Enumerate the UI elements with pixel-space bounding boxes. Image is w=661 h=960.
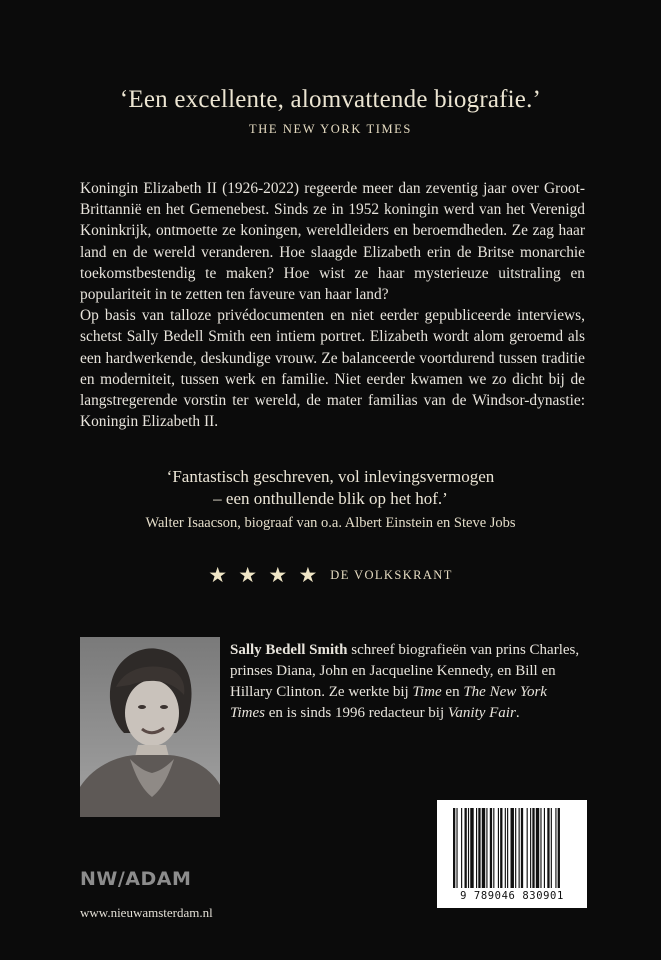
blurb-paragraph-2: Op basis van talloze privédocumenten en niet eerder gepubliceerde interviews, schetst Sally Bedell Smith een intiem portret. Elizabeth wordt alom geroemd als een hardwerkende, deskundige vrouw. Ze balanceerde voortdurend tussen traditie en moderniteit, tussen werk en familie. Niet eerder kwamen we zo dicht bij de langstregerende vorstin ter wereld, de mater familias van de Windsor-dynastie: Koningin Elizabeth II. [80, 307, 585, 431]
author-bio-text-3: en is sinds 1996 redacteur bij [265, 705, 448, 721]
barcode-bar [493, 808, 494, 888]
barcode-bar [555, 808, 556, 888]
author-bio [230, 640, 585, 724]
blurb-paragraph-1: Koningin Elizabeth II (1926-2022) regeerde meer dan zeventig jaar over Groot-Brittannië en het Gemenebest. Sinds ze in 1952 koningin werd van het Verenigd Koninkrijk, ontmoette ze koningen, wereldleiders en beroemdheden. Ze zag haar land en de wereld veranderen. Hoe slaagde Elizabeth erin de Britse monarchie toekomstbestendig te maken? Hoe wist ze haar mysterieuze uitstraling en populariteit in te zetten ten faveure van haar land? [80, 180, 585, 304]
blurb [80, 178, 585, 432]
barcode-bar [530, 808, 531, 888]
barcode-bar [453, 808, 455, 888]
author-bio-text-1: schreef biografieën van prins Charles, prinses Diana, John en Jacqueline Kennedy, en Bill en Hillary Clinton. Ze werkte bij [230, 642, 580, 700]
author-portrait-image [80, 637, 220, 817]
barcode-bar [511, 808, 514, 888]
second-quote-line-2: – een onthullende blik op het hof.’ [213, 489, 448, 508]
barcode-bar [547, 808, 549, 888]
barcode-bar [490, 808, 492, 888]
barcode-bar [521, 808, 523, 888]
barcode-bar [532, 808, 534, 888]
author-bio-text-4: . [515, 705, 520, 721]
barcode-bar [558, 808, 560, 888]
barcode-bar [468, 808, 469, 888]
publisher-website: www.nieuwamsterdam.nl [80, 905, 213, 920]
barcode-bar [544, 808, 545, 888]
rating [0, 563, 661, 588]
author-bio-italic-2: The New York Times [230, 684, 547, 721]
second-quote-source: Walter Isaacson, biograaf van o.a. Albert Einstein en Steve Jobs [145, 515, 516, 531]
barcode-bar [515, 808, 516, 888]
barcode-bar [505, 808, 506, 888]
barcode-bar [507, 808, 508, 888]
barcode-bar [476, 808, 477, 888]
author-photo [80, 637, 220, 817]
author-bio-italic-3: Vanity Fair [447, 705, 516, 721]
barcode-bar [500, 808, 502, 888]
author-bio-text-2: en [441, 684, 464, 700]
second-quote [0, 466, 661, 510]
isbn-number: 9 789046 830901 [460, 890, 564, 902]
cover-quote: ‘Een excellente, alomvattende biografie.’ [119, 86, 542, 113]
barcode-bar [486, 808, 487, 888]
barcode-bar [456, 808, 457, 888]
barcode-bar [482, 808, 485, 888]
barcode-bar [540, 808, 541, 888]
cover-quote-source: THE NEW YORK TIMES [249, 122, 412, 136]
barcode-bar [478, 808, 480, 888]
author-bio-italic-1: Time [412, 684, 442, 700]
barcode-bar [519, 808, 520, 888]
barcode-bar [465, 808, 467, 888]
barcode-bar [461, 808, 462, 888]
barcode-bar [536, 808, 539, 888]
author-name: Sally Bedell Smith [230, 642, 348, 658]
publisher-logo: NW/ADAM [80, 868, 192, 890]
barcode-bar [527, 808, 528, 888]
barcode-bar [551, 808, 552, 888]
rating-source: DE VOLKSKRANT [330, 568, 453, 582]
barcode-bar [498, 808, 499, 888]
barcode-bar [470, 808, 473, 888]
second-quote-line-1: ‘Fantastisch geschreven, vol inlevingsvermogen [166, 467, 495, 486]
star-rating-icon: ★ ★ ★ ★ [208, 563, 321, 587]
